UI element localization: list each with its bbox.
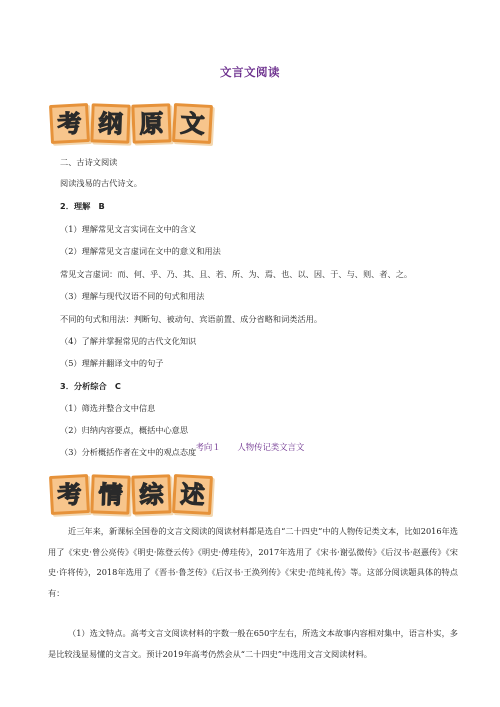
- banner-tile: 文: [172, 103, 213, 144]
- kaoqing-zongshu-banner: [50, 475, 214, 521]
- banner-tile: 述: [172, 474, 213, 515]
- outline-line: （2）归纳内容要点，概括中心意思: [60, 425, 189, 435]
- outline-line: 不同的句式和用法：判断句、被动句、宾语前置、成分省略和词类活用。: [60, 314, 323, 324]
- banner-tile: 情: [90, 474, 130, 514]
- feature-paragraph: （1）选文特点。高考文言文阅读材料的字数一般在650字左右，所选文本故事内容相对集中，语言朴实，多是比较浅显易懂的文言文。预计2019年高考仍然会从“二十四史”中选用文言文阅读材料。: [48, 628, 458, 659]
- outline-line: （1）筛选并整合文中信息: [60, 403, 156, 413]
- page-title: 文言文阅读: [220, 65, 280, 79]
- outline-line: （1）理解常见文言实词在文中的含义: [60, 224, 197, 234]
- outline-line: 常见文言虚词：而、何、乎、乃、其、且、若、所、为、焉、也、以、因、于、与、则、者、之。: [60, 269, 413, 279]
- outline-line: （5）理解并翻译文中的句子: [60, 358, 164, 368]
- banner-tile: 原: [131, 103, 171, 143]
- outline-line: （2）理解常见文言虚词在文中的意义和用法: [60, 246, 221, 256]
- banner-tile: 考: [49, 474, 90, 515]
- outline-heading: 2．理解 B: [60, 201, 105, 211]
- outline-line: （4）了解并掌握常见的古代文化知识: [60, 336, 197, 346]
- banner-tile: 纲: [90, 103, 130, 143]
- banner-tile: 考: [49, 103, 90, 144]
- section-heading: 考向１ 人物传记类文言文: [195, 442, 305, 452]
- outline-line: 二、古诗文阅读: [60, 157, 118, 167]
- outline-line: 阅读浅易的古代诗文。: [60, 178, 142, 188]
- outline-heading: 3．分析综合 C: [60, 381, 121, 391]
- outline-line: （3）分析概括作者在文中的观点态度: [60, 447, 197, 457]
- outline-line: （3）理解与现代汉语不同的句式和用法: [60, 291, 205, 301]
- overview-paragraph: 近三年来，新课标全国卷的文言文阅读的阅读材料都是选自“二十四史”中的人物传记类文本，比如2016年选用了《宋史·曾公亮传》《明史·陈登云传》《明史·傅珪传》，2017年选用了《宋书·谢弘微传》《后汉书·赵憙传》《宋史·许将传》，2018年选用了《晋书·鲁芝传》《后汉书·王涣列传》《宋史·范纯礼传》等。这部分阅读题具体的特点有：: [48, 526, 458, 598]
- banner-tile: 综: [131, 474, 171, 514]
- kaogang-yuanwen-banner: [50, 104, 214, 150]
